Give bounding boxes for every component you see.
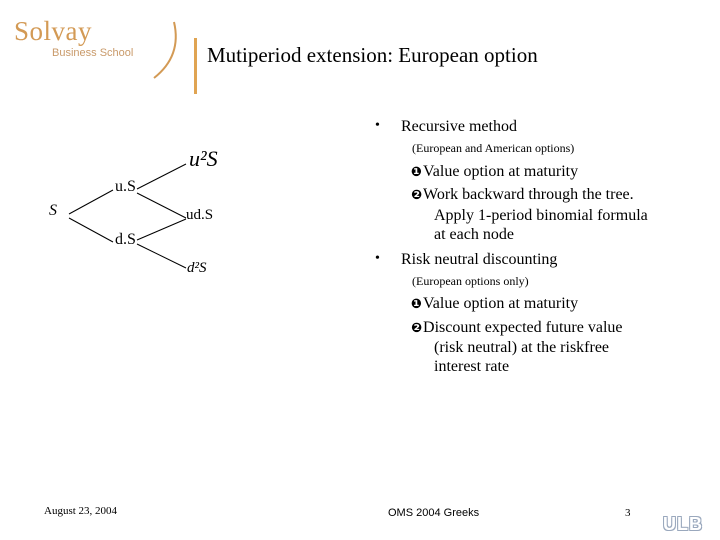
number-one-icon: ❶	[411, 165, 423, 180]
number-one-icon: ❶	[411, 297, 423, 312]
logo-name: Solvay	[14, 16, 93, 46]
tree-edge-s-us	[69, 190, 113, 214]
list-item-text: Work backward through the tree.	[423, 186, 634, 203]
list-item-continuation: (risk neutral) at the riskfree	[434, 339, 610, 356]
bullet-note: (European and American options)	[412, 141, 575, 155]
tree-edge-us-uds	[137, 193, 186, 218]
tree-node-d2s: d²S	[187, 260, 207, 276]
number-two-icon: ❷	[411, 321, 423, 336]
list-item	[411, 294, 578, 314]
footer-title: OMS 2004 Greeks	[388, 507, 480, 519]
logo-subtitle: Business School	[52, 47, 134, 59]
bullet-risk-neutral-discounting: Risk neutral discounting	[401, 251, 558, 268]
tree-node-s: S	[49, 202, 57, 219]
bullet-dot-icon: •	[375, 118, 380, 133]
tree-edge-ds-d2s	[137, 244, 186, 268]
footer-date: August 23, 2004	[44, 505, 118, 517]
tree-node-u2s: u²S	[189, 146, 218, 171]
list-item-continuation: interest rate	[434, 358, 510, 375]
tree-node-ds: d.S	[115, 231, 136, 248]
tree-edge-us-u2s	[137, 164, 186, 189]
tree-node-us: u.S	[115, 178, 136, 195]
bullet-recursive-method: Recursive method	[401, 118, 517, 135]
number-two-icon: ❷	[411, 188, 423, 203]
list-item	[411, 162, 578, 182]
list-item	[411, 185, 634, 205]
list-item-text: Value option at maturity	[423, 295, 579, 312]
list-item-continuation: at each node	[434, 226, 514, 243]
list-item-text: Discount expected future value	[423, 319, 623, 336]
tree-edge-s-ds	[69, 218, 113, 242]
slide-title: Mutiperiod extension: European option	[207, 43, 538, 67]
bullet-dot-icon: •	[375, 251, 380, 266]
list-item-continuation: Apply 1-period binomial formula	[434, 207, 648, 224]
page-number: 3	[625, 507, 631, 519]
tree-edge-ds-uds	[137, 219, 186, 240]
list-item	[411, 318, 623, 338]
list-item-text: Value option at maturity	[423, 163, 579, 180]
bullet-note: (European options only)	[412, 274, 529, 288]
ulb-logo: ULB	[663, 514, 703, 534]
tree-node-uds: ud.S	[186, 207, 214, 223]
